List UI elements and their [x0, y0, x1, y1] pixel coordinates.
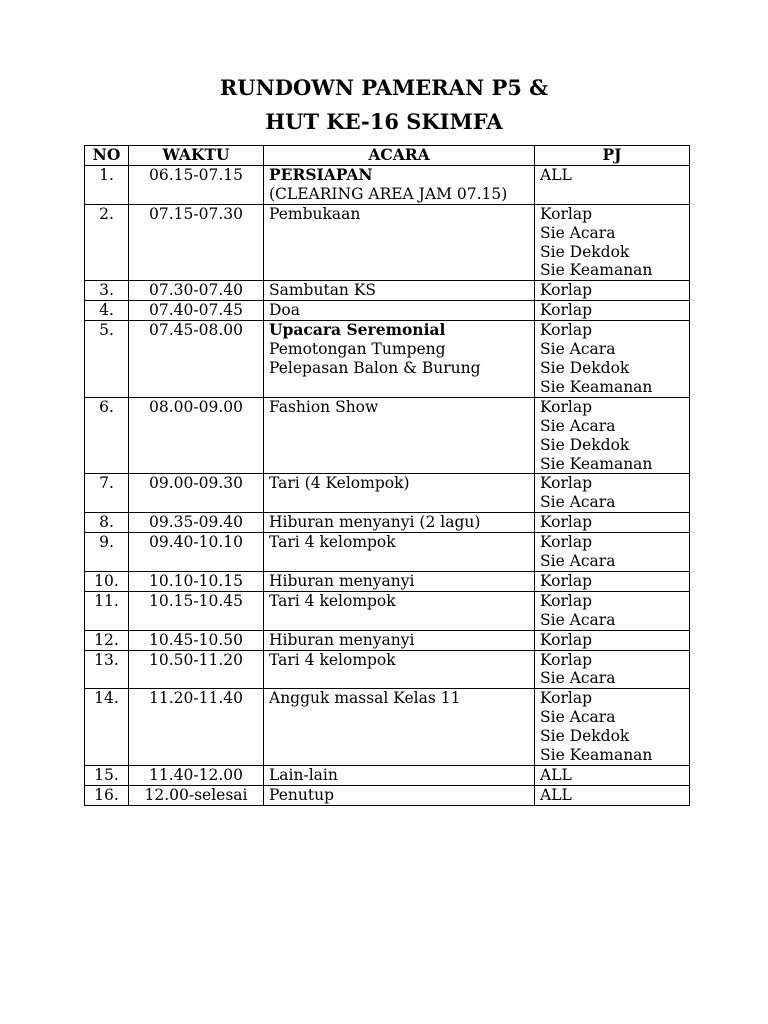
table-row — [85, 204, 690, 281]
table-row — [85, 689, 690, 766]
cell-acara — [264, 650, 535, 689]
table-row — [85, 630, 690, 650]
table-row — [85, 301, 690, 321]
cell-no: 8. — [85, 513, 129, 533]
table-header-row — [85, 146, 690, 166]
pj-line: Korlap — [540, 630, 593, 649]
cell-no: 9. — [85, 533, 129, 572]
acara-line: Pemotongan Tumpeng — [269, 340, 446, 359]
table-row — [85, 785, 690, 805]
pj-line: Sie Acara — [540, 416, 616, 435]
cell-pj — [535, 321, 690, 398]
cell-no: 16. — [85, 785, 129, 805]
cell-acara — [264, 474, 535, 513]
cell-pj — [535, 689, 690, 766]
cell-waktu: 07.40-07.45 — [129, 301, 264, 321]
cell-waktu: 10.50-11.20 — [129, 650, 264, 689]
cell-no: 3. — [85, 281, 129, 301]
pj-line: ALL — [540, 766, 572, 784]
acara-line: Tari 4 kelompok — [269, 533, 396, 552]
cell-waktu: 11.20-11.40 — [129, 689, 264, 766]
cell-acara — [264, 281, 535, 301]
header-pj: PJ — [535, 146, 690, 166]
header-acara: ACARA — [264, 146, 535, 166]
cell-acara — [264, 301, 535, 321]
acara-line: Lain-lain — [269, 766, 338, 784]
table-row — [85, 474, 690, 513]
cell-acara — [264, 321, 535, 398]
cell-acara — [264, 785, 535, 805]
pj-line: Korlap — [540, 281, 593, 300]
cell-waktu: 12.00-selesai — [129, 785, 264, 805]
acara-line: Penutup — [269, 785, 335, 804]
header-waktu: WAKTU — [129, 146, 264, 166]
table-row — [85, 533, 690, 572]
acara-line: Hiburan menyanyi — [269, 630, 415, 649]
table-row — [85, 165, 690, 204]
pj-line: Sie Keamanan — [540, 377, 653, 396]
cell-acara — [264, 591, 535, 630]
acara-line: Angguk massal Kelas 11 — [269, 689, 461, 708]
cell-acara — [264, 204, 535, 281]
cell-waktu: 09.00-09.30 — [129, 474, 264, 513]
cell-pj — [535, 766, 690, 786]
pj-line: Sie Keamanan — [540, 454, 653, 473]
cell-pj — [535, 650, 690, 689]
cell-acara — [264, 397, 535, 474]
pj-line: Sie Acara — [540, 493, 616, 512]
cell-acara — [264, 571, 535, 591]
acara-line: Tari (4 Kelompok) — [269, 474, 410, 493]
cell-waktu: 09.40-10.10 — [129, 533, 264, 572]
cell-pj — [535, 281, 690, 301]
cell-acara — [264, 630, 535, 650]
acara-line: Tari 4 kelompok — [269, 591, 396, 610]
cell-waktu: 09.35-09.40 — [129, 513, 264, 533]
header-no: NO — [85, 146, 129, 166]
cell-no: 5. — [85, 321, 129, 398]
table-row — [85, 650, 690, 689]
cell-no: 14. — [85, 689, 129, 766]
cell-waktu: 10.45-10.50 — [129, 630, 264, 650]
table-row — [85, 397, 690, 474]
pj-line: Sie Keamanan — [540, 746, 653, 765]
acara-line: Sambutan KS — [269, 281, 377, 300]
pj-line: Sie Acara — [540, 340, 616, 359]
cell-pj — [535, 785, 690, 805]
cell-acara — [264, 513, 535, 533]
table-row — [85, 571, 690, 591]
cell-acara — [264, 766, 535, 786]
cell-waktu: 07.30-07.40 — [129, 281, 264, 301]
pj-line: Korlap — [540, 689, 593, 708]
pj-line: Sie Keamanan — [540, 261, 653, 280]
table-body — [85, 165, 690, 805]
pj-line: Sie Acara — [540, 223, 616, 242]
cell-pj — [535, 630, 690, 650]
cell-waktu: 10.15-10.45 — [129, 591, 264, 630]
cell-pj — [535, 474, 690, 513]
cell-no: 2. — [85, 204, 129, 281]
cell-pj — [535, 571, 690, 591]
document-title-line-2: HUT KE-16 SKIMFA — [265, 109, 503, 134]
cell-no: 12. — [85, 630, 129, 650]
cell-no: 7. — [85, 474, 129, 513]
pj-line: Korlap — [540, 321, 593, 340]
cell-acara — [264, 689, 535, 766]
rundown-table — [84, 145, 690, 806]
cell-no: 11. — [85, 591, 129, 630]
acara-line: Hiburan menyanyi (2 lagu) — [269, 513, 481, 532]
cell-waktu: 10.10-10.15 — [129, 571, 264, 591]
pj-line: Sie Acara — [540, 610, 616, 629]
pj-line: Korlap — [540, 533, 593, 552]
pj-line: Sie Acara — [540, 669, 616, 688]
acara-line: (CLEARING AREA JAM 07.15) — [269, 184, 508, 203]
table-row — [85, 766, 690, 786]
cell-waktu: 11.40-12.00 — [129, 766, 264, 786]
cell-no: 10. — [85, 571, 129, 591]
pj-line: Sie Dekdok — [540, 242, 630, 261]
acara-line: Fashion Show — [269, 397, 379, 416]
pj-line: Korlap — [540, 591, 593, 610]
cell-no: 1. — [85, 165, 129, 204]
cell-no: 6. — [85, 397, 129, 474]
pj-line: Sie Acara — [540, 552, 616, 571]
pj-line: Sie Dekdok — [540, 435, 630, 454]
cell-pj — [535, 513, 690, 533]
cell-no: 4. — [85, 301, 129, 321]
cell-pj — [535, 165, 690, 204]
cell-waktu: 08.00-09.00 — [129, 397, 264, 474]
table-row — [85, 321, 690, 398]
pj-line: Korlap — [540, 513, 593, 532]
cell-acara — [264, 165, 535, 204]
table-row — [85, 281, 690, 301]
cell-pj — [535, 204, 690, 281]
pj-line: Korlap — [540, 650, 593, 669]
cell-pj — [535, 301, 690, 321]
pj-line: Korlap — [540, 301, 593, 320]
acara-line: Pelepasan Balon & Burung — [269, 358, 481, 377]
cell-waktu: 07.45-08.00 — [129, 321, 264, 398]
acara-line: Upacara Seremonial — [269, 320, 446, 340]
table-row — [85, 591, 690, 630]
pj-line: Korlap — [540, 397, 593, 416]
acara-line: Hiburan menyanyi — [269, 571, 415, 590]
pj-line: Korlap — [540, 571, 593, 590]
cell-waktu: 06.15-07.15 — [129, 165, 264, 204]
cell-acara — [264, 533, 535, 572]
pj-line: Sie Dekdok — [540, 727, 630, 746]
pj-line: Korlap — [540, 474, 593, 493]
table-row — [85, 513, 690, 533]
cell-waktu: 07.15-07.30 — [129, 204, 264, 281]
cell-pj — [535, 397, 690, 474]
acara-line: Pembukaan — [269, 204, 361, 223]
acara-line: Tari 4 kelompok — [269, 650, 396, 669]
cell-no: 13. — [85, 650, 129, 689]
pj-line: Korlap — [540, 204, 593, 223]
acara-line: Doa — [269, 301, 300, 320]
acara-line: PERSIAPAN — [269, 164, 373, 184]
pj-line: ALL — [540, 785, 572, 804]
cell-pj — [535, 533, 690, 572]
cell-no: 15. — [85, 766, 129, 786]
pj-line: Sie Acara — [540, 708, 616, 727]
pj-line: ALL — [540, 165, 572, 184]
document-title-line-1: RUNDOWN PAMERAN P5 & — [219, 75, 549, 100]
cell-pj — [535, 591, 690, 630]
pj-line: Sie Dekdok — [540, 358, 630, 377]
